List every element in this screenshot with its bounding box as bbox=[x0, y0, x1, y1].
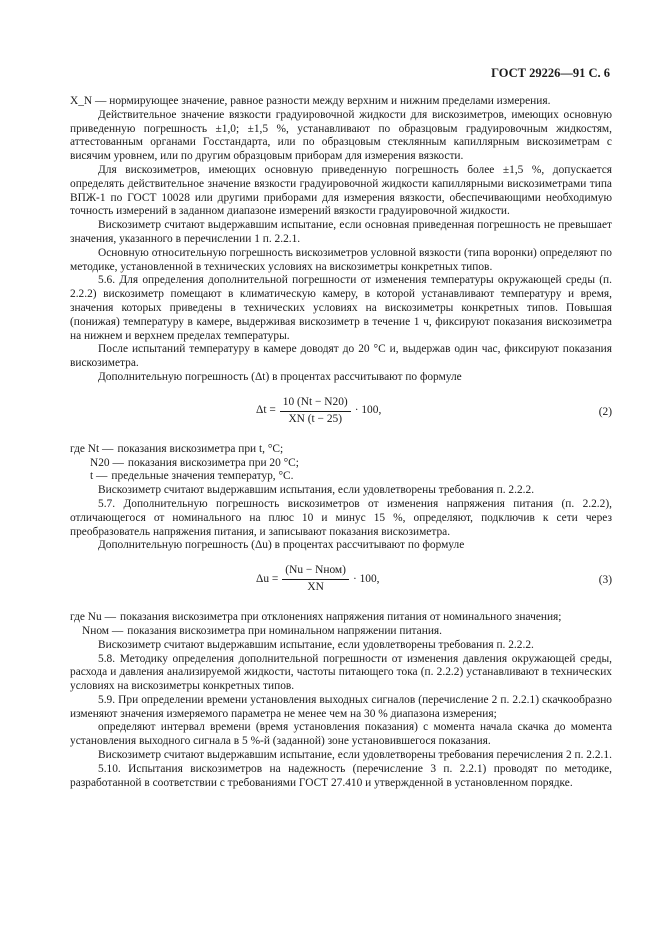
definition-row bbox=[70, 470, 612, 484]
page-header: ГОСТ 29226—91 С. 6 bbox=[491, 66, 610, 80]
definition-text: предельные значения температур, °С. bbox=[111, 470, 294, 483]
paragraph-p15: определяют интервал времени (время установления показания) с момента начала скачка до момента установления выходного сигнала в 5 %-й (заданной) зоне установившегося показания. bbox=[70, 721, 612, 748]
definition-symbol: где Nt — bbox=[70, 442, 114, 455]
definition-symbol: где Nu — bbox=[70, 611, 116, 624]
paragraph-p2: Действительное значение вязкости градуировочной жидкости для вискозиметров, имеющих основную приведенную погрешность ±1,0; ±1,5 %, устанавливают по образцовым градуировочным жидкостям, аттестованным органами Госстандарта, или по образцовым стеклянным капиллярным вискозиметрам с висячим уровнем, или по другим образцовым приборам для измерения вязкости. bbox=[70, 108, 612, 163]
paragraph-p6: 5.6. Для определения дополнительной погрешности от изменения температуры окружающей среды (п. 2.2.2) вискозиметр помещают в климатическую камеру, в которой устанавливают температуру и время, значения которых приведены в технических условиях на вискозиметры конкретных типов. Повышая (понижая) температуру в камере, выдерживая вискозиметр в течение 1 ч, фиксируют показания вискозиметра на нижнем и верхнем пределах температуры. bbox=[70, 274, 612, 342]
formula-2-fraction bbox=[280, 396, 351, 427]
paragraph-p12: Вискозиметр считают выдержавшим испытание, если удовлетворены требования п. 2.2.2. bbox=[98, 638, 534, 651]
formula-2-definitions bbox=[70, 443, 612, 484]
formula-3-rhs: · 100, bbox=[352, 572, 380, 585]
formula-3-lhs: Δu = bbox=[256, 572, 279, 585]
paragraph-p10: 5.7. Дополнительную погрешность вискозиметров от изменения напряжения питания (п. 2.2.2), отличающегося от номинального на плюс 10 и минус 15 %, определяют, подключив к сети через преобразователь напряжения питания, и записывают показания вискозиметра. bbox=[70, 497, 612, 538]
formula-3 bbox=[70, 562, 612, 602]
paragraph-p17: 5.10. Испытания вискозиметров на надежность (перечисление 3 п. 2.2.1) проводят по методике, разработанной в соответствии с требованиями ГОСТ 27.410 и утвержденной в установленном порядке. bbox=[70, 762, 612, 789]
definition-row bbox=[70, 625, 612, 639]
paragraph-p14: 5.9. При определении времени установления выходных сигналов (перечисление 2 п. 2.2.1) скачкообразно изменяют значения измеряемого параметра не менее чем на 30 % диапазона измерения; bbox=[70, 693, 612, 720]
formula-2-lhs: Δt = bbox=[256, 404, 276, 417]
definition-row bbox=[70, 611, 612, 625]
definition-text: показания вискозиметра при отклонениях напряжения питания от номинального значения; bbox=[119, 611, 562, 624]
formula-3-denominator: XN bbox=[307, 580, 324, 593]
definition-symbol: N20 — bbox=[90, 456, 124, 469]
definition-text: показания вискозиметра при номинальном напряжении питания. bbox=[127, 624, 443, 637]
paragraph-p5: Основную относительную погрешность вискозиметров условной вязкости (типа воронки) определяют по методике, установленной в технических условиях на вискозиметры конкретных типов. bbox=[70, 246, 612, 273]
formula-2-number: (2) bbox=[598, 405, 612, 418]
definition-symbol: t — bbox=[90, 470, 108, 483]
definition-symbol: Nном — bbox=[82, 624, 124, 637]
document-body bbox=[70, 95, 612, 790]
paragraph-p13: 5.8. Методику определения дополнительной погрешности от изменения давления окружающей среды, расхода и давления анализируемой жидкости, частоты питающего тока (п. 2.2.2) устанавливают в технических условиях на вискозиметры конкретных типов. bbox=[70, 652, 612, 693]
definition-row bbox=[70, 457, 612, 471]
paragraph-group-c bbox=[70, 639, 612, 791]
paragraph-p16: Вискозиметр считают выдержавшим испытание, если удовлетворены требования перечисления 2 п. 2.2.1. bbox=[98, 749, 612, 762]
formula-3-fraction bbox=[282, 564, 349, 595]
paragraph-p3: Для вискозиметров, имеющих основную приведенную погрешность более ±1,5 %, допускается определять действительное значение вязкости градуировочной жидкости капиллярными вискозиметрами типа ВПЖ-1 по ГОСТ 10028 или другими приборами для измерения вязкости, обеспечивающими необходимую точность измерений в заданном диапазоне измерений вязкости градуировочной жидкости. bbox=[70, 163, 612, 218]
paragraph-p9: Вискозиметр считают выдержавшим испытания, если удовлетворены требования п. 2.2.2. bbox=[98, 484, 535, 497]
formula-2-rhs: · 100, bbox=[354, 404, 382, 417]
formula-3-definitions bbox=[70, 611, 612, 639]
paragraph-group-a bbox=[70, 95, 612, 385]
paragraph-p8: Дополнительную погрешность (Δt) в процентах рассчитывают по формуле bbox=[98, 370, 462, 383]
paragraph-p4: Вискозиметр считают выдержавшим испытание, если основная приведенная погрешность не превышает значения, указанного в перечислении 1 п. 2.2.1. bbox=[70, 219, 612, 245]
paragraph-p11: Дополнительную погрешность (Δu) в процентах рассчитывают по формуле bbox=[98, 539, 465, 552]
definition-text: показания вискозиметра при t, °С; bbox=[117, 442, 284, 455]
formula-2 bbox=[70, 394, 612, 434]
formula-3-numerator: (Nu − Nном) bbox=[282, 564, 349, 580]
paragraph-p1: X_N — нормирующее значение, равное разности между верхним и нижним пределами измерения. bbox=[70, 95, 551, 107]
paragraph-p7: После испытаний температуру в камере доводят до 20 °С и, выдержав один час, фиксируют показания вискозиметра. bbox=[70, 343, 612, 370]
formula-2-denominator: XN (t − 25) bbox=[288, 412, 343, 425]
paragraph-group-b bbox=[70, 484, 612, 553]
definition-text: показания вискозиметра при 20 °С; bbox=[127, 456, 299, 469]
formula-3-number: (3) bbox=[598, 574, 612, 587]
definition-row bbox=[70, 443, 612, 457]
formula-2-numerator: 10 (Nt − N20) bbox=[280, 396, 351, 412]
